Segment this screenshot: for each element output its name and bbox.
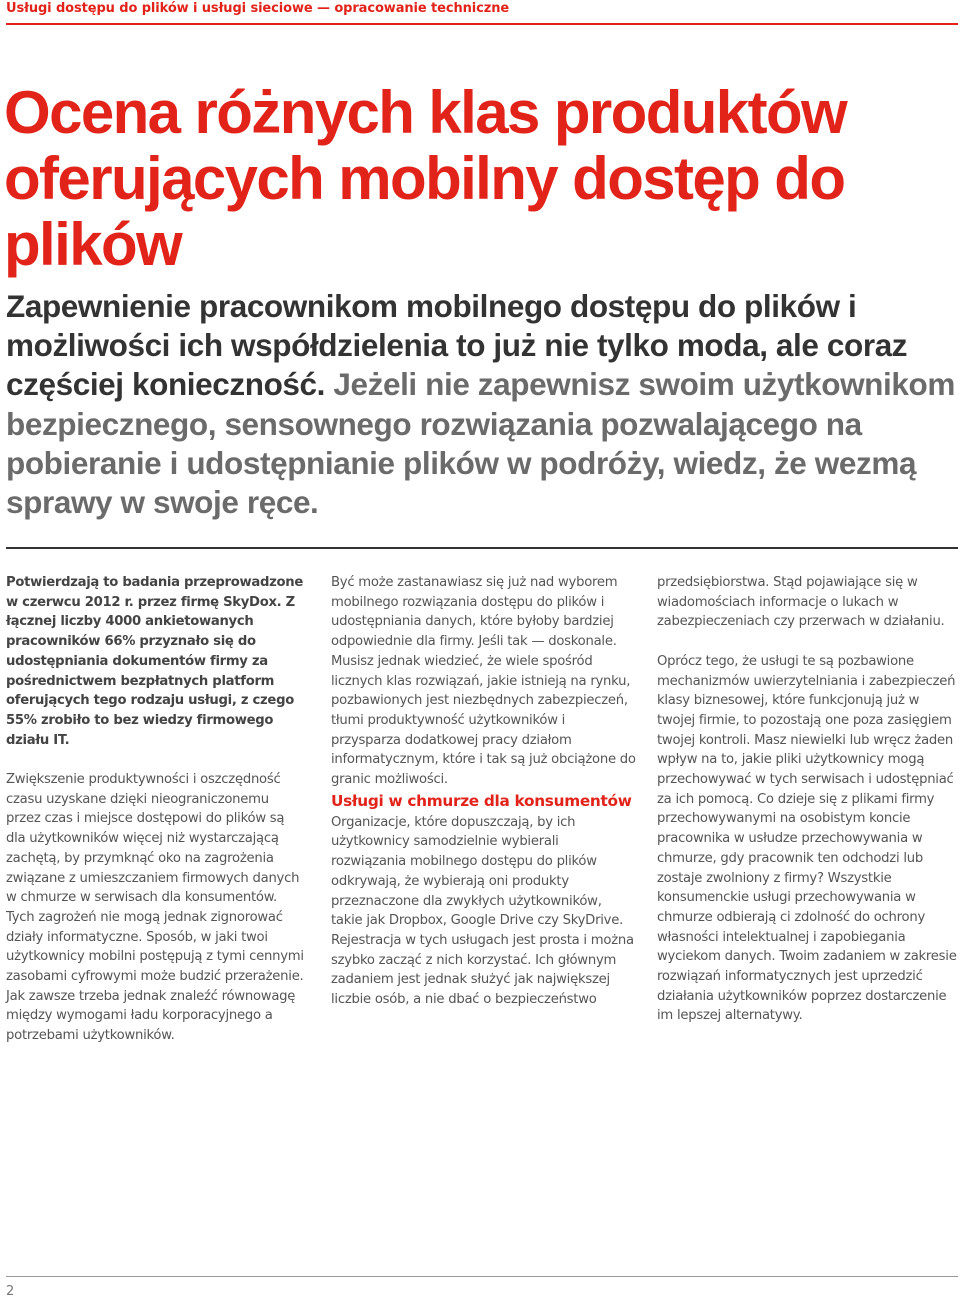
column-1-body: Zwiększenie produktywności i oszczędność czasu uzyskane dzięki nieograniczonemu przez czas i miejsce dostępowi do plików są dla użytkowników więcej niż wystarczającą zachętą, by przymknąć oko na zagrożenia związane z umieszczaniem firmowych danych w chmurze w serwisach dla konsumentów. Tych zagrożeń nie mogą jednak zignorować działy informatyczne. Sposób, w jaki twoi użytkownicy mobilni postępują z tymi cennymi zasobami cyfrowymi może budzić przerażenie. Jak zawsze trzeba jednak znaleźć równowagę między wymogami ładu korporacyjnego a potrzebami użytkowników. <box>6 772 304 1044</box>
page-headline: Ocena różnych klas produktów oferujących mobilny dostęp do plików <box>4 79 847 278</box>
text-column-3 <box>657 573 959 1026</box>
column-2-intro: Być może zastanawiasz się już nad wyborem mobilnego rozwiązania dostępu do plików i udostępniania danych, które byłoby bardziej odpowiednie dla firmy. Jeśli tak — doskonale. Musisz jednak wiedzieć, że wiele spośród licznych klas rozwiązań, jakie istnieją na rynku, pozbawionych jest niezbędnych zabezpieczeń, tłumi produktywność użytkowników i przysparza dodatkowej pracy działom informatycznym, które i tak są już obciążone do granic możliwości. <box>331 575 636 788</box>
footer-rule <box>6 1276 958 1277</box>
column-3-paragraph-2: Oprócz tego, że usługi te są pozbawione mechanizmów uwierzytelniania i zabezpieczeń klasy biznesowej, które funkcjonują już w twojej firmie, to pozostają one poza zasięgiem twojej kontroli. Masz niewielki lub wręcz żaden wpływ na to, jakie pliki użytkownicy mogą przechowywać w tych serwisach i udostępniać za ich pomocą. Co dzieje się z plikami firmy przechowywanymi na osobistym koncie pracownika w usłudze przechowywania w chmurze, gdy pracownik ten odchodzi lub zostaje zwolniony z firmy? Wszystkie konsumenckie usługi przechowywania w chmurze odbierają ci zdolność do ochrony własności intelektualnej i zapobiegania wyciekom danych. Twoim zadaniem w zakresie rozwiązań informatycznych jest uprzedzić działania użytkowników poprzez dostarczenie im lepszej alternatywy. <box>657 653 957 1024</box>
survey-highlight: Potwierdzają to badania przeprowadzone w czerwcu 2012 r. przez firmę SkyDox. Z łącznej liczby 4000 ankietowanych pracowników 66% przyznało się do udostępniania dokumentów firmy za pośrednictwem bezpłatnych platform oferujących tego rodzaju usługi, z czego 55% zrobiło to bez wiedzy firmowego działu IT. <box>6 575 303 748</box>
lead-part-1: Zapewnienie pracownikom mobilnego dostępu do plików i możliwości ich współdzielenia to już nie tylko moda, ale coraz częściej konieczność. <box>6 288 908 403</box>
column-2-body: Organizacje, które dopuszczają, by ich użytkownicy samodzielnie wybierali rozwiązania mobilnego dostępu do plików odkrywają, że wybierają oni produkty przeznaczone dla zwykłych użytkowników, takie jak Dropbox, Google Drive czy SkyDrive. Rejestracja w tych usługach jest prosta i można szybko zacząć z nich korzystać. Ich głównym zadaniem jest jednak służyć jak największej liczbie osób, a nie dbać o bezpieczeństwo <box>331 814 634 1008</box>
lead-part-2: Jeżeli nie zapewnisz swoim użytkownikom bezpiecznego, sensownego rozwiązania pozwalającego na pobieranie i udostępnianie plików w podróży, wiedz, że wezmą sprawy w swoje ręce. <box>6 366 955 521</box>
lead-paragraph <box>6 287 956 522</box>
header-rule <box>6 23 958 25</box>
text-column-1 <box>6 573 306 1046</box>
text-column-2 <box>331 573 636 1010</box>
page-number: 2 <box>6 1284 15 1299</box>
consumer-cloud-subhead: Usługi w chmurze dla konsumentów <box>331 791 632 810</box>
column-3-paragraph-1: przedsiębiorstwa. Stąd pojawiające się w wiadomościach informacje o lukach w zabezpieczeniach czy przerwach w działaniu. <box>657 575 945 630</box>
section-rule <box>6 547 958 549</box>
running-header-title: Usługi dostępu do plików i usługi sieciowe — opracowanie techniczne <box>6 1 510 16</box>
